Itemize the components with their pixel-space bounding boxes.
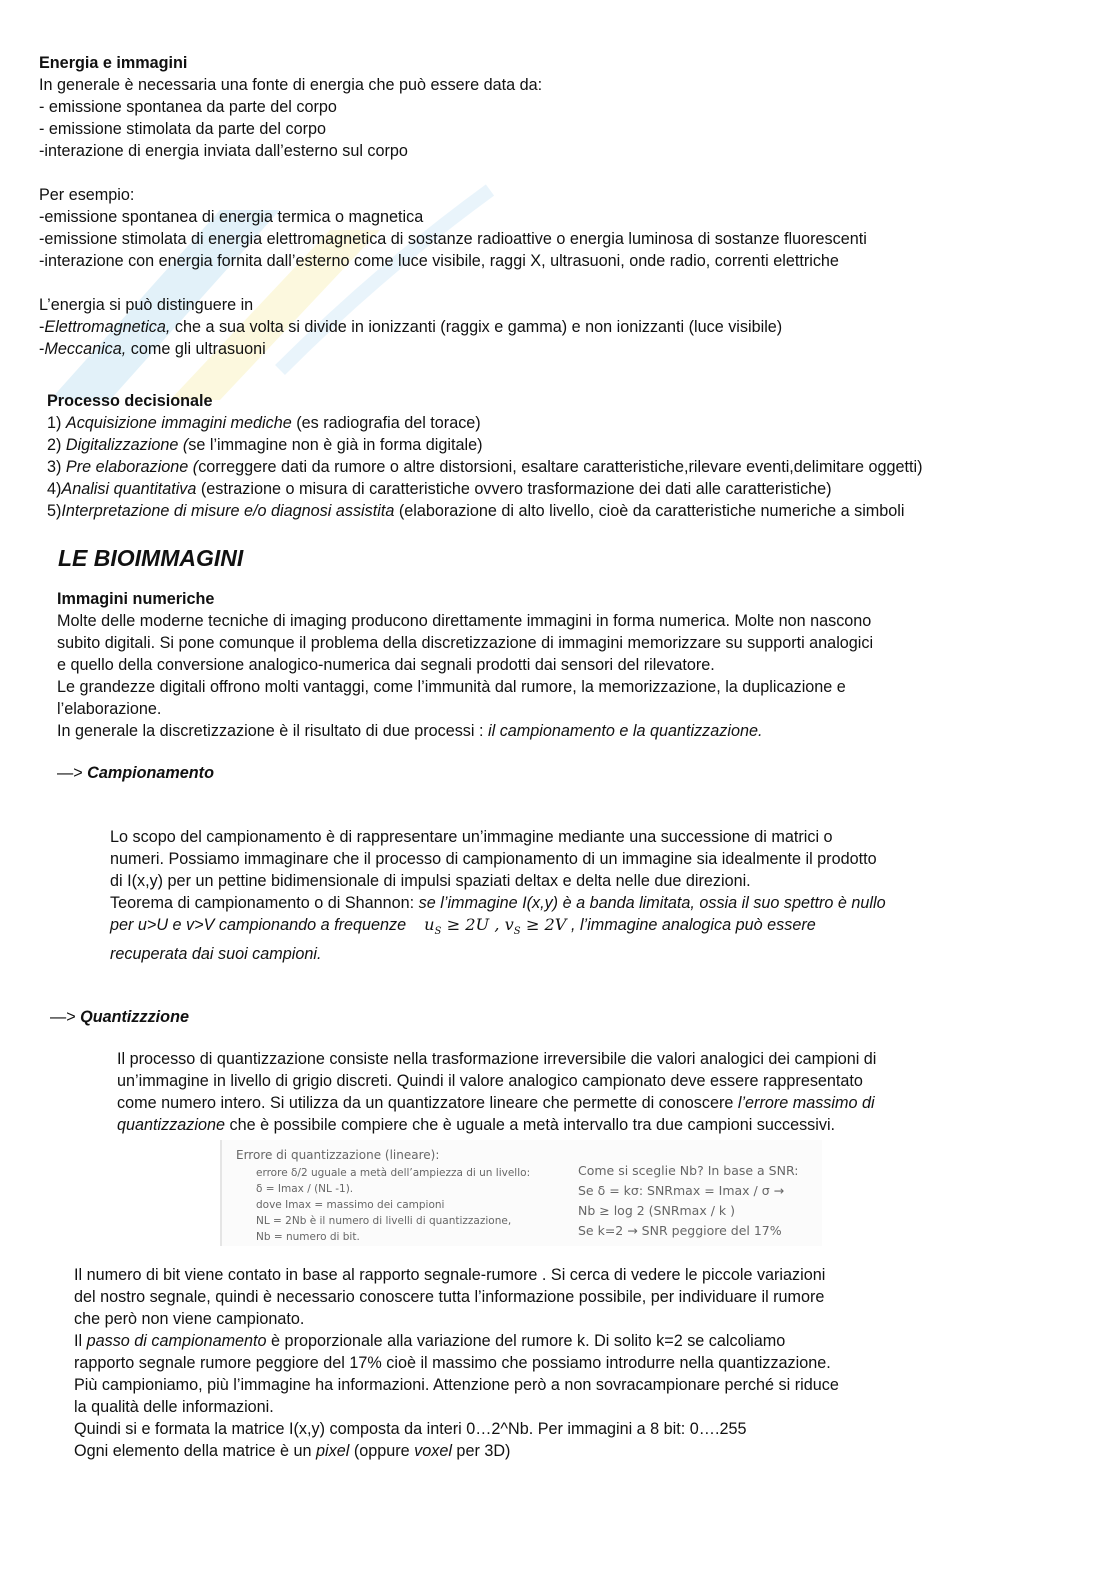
figure-line: Come si sceglie Nb? In base a SNR:	[578, 1163, 799, 1178]
energy-section	[39, 52, 867, 360]
section-title-decision: Processo decisionale	[47, 392, 213, 410]
text-line: L’energia si può distinguere in	[39, 296, 254, 314]
theorem-line: Teorema di campionamento o di Shannon: se l’immagine I(x,y) è a banda limitata, ossia il suo spettro è nullo	[110, 894, 886, 912]
subsection-title-quantizzazione: —> Quantizzzione	[50, 1008, 189, 1026]
text-line: e quello della conversione analogico-numerica dai segnali prodotti dai sensori del rilevatore.	[57, 656, 715, 674]
decision-step: 1) Acquisizione immagini mediche (es radiografia del torace)	[47, 414, 481, 432]
text-line: Il numero di bit viene contato in base al rapporto segnale-rumore . Si cerca di vedere le piccole variazioni	[74, 1266, 826, 1284]
text-line: Il processo di quantizzazione consiste nella trasformazione irreversibile die valori analogici dei campioni di	[117, 1050, 877, 1068]
figure-line: Nb ≥ log 2 (SNRmax / k )	[578, 1203, 735, 1218]
subsection-title-campionamento: —> Campionamento	[57, 764, 214, 782]
text-line: l’elaborazione.	[57, 700, 162, 718]
figure-line: errore δ/2 uguale a metà dell’ampiezza di un livello:	[256, 1167, 531, 1179]
final-section	[74, 1264, 839, 1462]
energy-type-item: -Meccanica, come gli ultrasuoni	[39, 340, 266, 358]
text-line: quantizzazione che è possibile compiere che è uguale a metà intervallo tra due campioni successivi.	[117, 1116, 836, 1134]
text-line: Ogni elemento della matrice è un pixel (oppure voxel per 3D)	[74, 1442, 511, 1460]
text-line: -interazione con energia fornita dall’esterno come luce visibile, raggi X, ultrasuoni, onde radio, correnti elettriche	[39, 252, 839, 270]
figure-line: δ = Imax / (NL -1).	[256, 1183, 354, 1195]
text-line: Il passo di campionamento è proporzionale alla variazione del rumore k. Di solito k=2 se calcoliamo	[74, 1332, 786, 1350]
text-line: del nostro segnale, quindi è necessario conoscere tutta l’informazione possibile, per individuare il rumore	[74, 1288, 825, 1306]
text-line: Per esempio:	[39, 186, 135, 204]
figure-line: Se δ = kσ: SNRmax = Imax / σ →	[578, 1183, 785, 1198]
decision-step: 5)Interpretazione di misure e/o diagnosi assistita (elaborazione di alto livello, cioè da caratteristiche numeriche a simboli	[47, 502, 905, 520]
figure-left-title: Errore di quantizzazione (lineare):	[236, 1148, 440, 1162]
text-line: come numero intero. Si utilizza da un quantizzatore lineare che permette di conoscere l’errore massimo di	[117, 1094, 875, 1112]
text-line: In generale è necessaria una fonte di energia che può essere data da:	[39, 76, 543, 94]
text-line: Quindi si e formata la matrice I(x,y) composta da interi 0…2^Nb. Per immagini a 8 bit: 0….255	[74, 1420, 747, 1438]
numeric-images-section	[57, 588, 873, 742]
text-line: Lo scopo del campionamento è di rappresentare un’immagine mediante una successione di matrici o	[110, 828, 833, 846]
text-line: - emissione spontanea da parte del corpo	[39, 98, 337, 116]
chapter-heading: LE BIOIMMAGINI	[58, 545, 244, 571]
quantization-error-figure	[220, 1140, 822, 1246]
text-line: rapporto segnale rumore peggiore del 17% cioè il massimo che possiamo introdurre nella quantizzazione.	[74, 1354, 831, 1372]
figure-line: NL = 2Nb è il numero di livelli di quantizzazione,	[256, 1215, 512, 1227]
section-title-energy: Energia e immagini	[39, 54, 188, 72]
handwritten-formula: $u_S \ge 2U$ , $v_S \ge 2V$	[424, 915, 567, 938]
text-line: -emissione spontanea di energia termica o magnetica	[39, 208, 424, 226]
figure-line: dove Imax = massimo dei campioni	[256, 1199, 445, 1211]
text-line: In generale la discretizzazione è il risultato di due processi : il campionamento e la quantizzazione.	[57, 722, 763, 740]
energy-type-item: -Elettromagnetica, che a sua volta si divide in ionizzanti (raggix e gamma) e non ionizzanti (luce visibile)	[39, 318, 783, 336]
theorem-line: per u>U e v>V campionando a frequenze $u_S \ge 2U$ , $v_S \ge 2V$ , l’immagine analogica può essere	[110, 915, 816, 938]
text-line: Le grandezze digitali offrono molti vantaggi, come l’immunità dal rumore, la memorizzazione, la duplicazione e	[57, 678, 846, 696]
theorem-line: recuperata dai suoi campioni.	[110, 945, 322, 964]
text-line: Molte delle moderne tecniche di imaging producono direttamente immagini in forma numerica. Molte non nascono	[57, 612, 872, 630]
quantizzazione-body	[117, 1048, 876, 1136]
subheading-numeric-images: Immagini numeriche	[57, 590, 215, 608]
text-line: -interazione di energia inviata dall’esterno sul corpo	[39, 142, 408, 160]
text-line: un’immagine in livello di grigio discreti. Quindi il valore analogico campionato deve essere rappresentato	[117, 1072, 863, 1090]
decision-step: 2) Digitalizzazione (se l’immagine non è già in forma digitale)	[47, 436, 483, 454]
text-line: - emissione stimolata da parte del corpo	[39, 120, 327, 138]
decision-step: 4)Analisi quantitativa (estrazione o misura di caratteristiche ovvero trasformazione dei dati alle caratteristiche)	[47, 480, 832, 498]
text-line: numeri. Possiamo immaginare che il processo di campionamento di un immagine sia idealmente il prodotto	[110, 850, 877, 868]
figure-line: Nb = numero di bit.	[256, 1231, 360, 1243]
text-line: Più campioniamo, più l’immagine ha informazioni. Attenzione però a non sovracampionare perché si riduce	[74, 1376, 839, 1394]
decision-step: 3) Pre elaborazione (correggere dati da rumore o altre distorsioni, esaltare caratteristiche,rilevare eventi,delimitare oggetti)	[47, 458, 923, 476]
text-line: -emissione stimolata di energia elettromagnetica di sostanze radioattive o energia luminosa di sostanze fluorescenti	[39, 230, 867, 248]
figure-line: Se k=2 → SNR peggiore del 17%	[578, 1223, 782, 1238]
text-line: la qualità delle informazioni.	[74, 1398, 274, 1416]
campionamento-body	[110, 826, 886, 965]
decision-process-section	[47, 390, 922, 522]
text-line: subito digitali. Si pone comunque il problema della discretizzazione di immagini memorizzare su supporti analogici	[57, 634, 874, 652]
text-line: che però non viene campionato.	[74, 1310, 305, 1328]
text-line: di I(x,y) per un pettine bidimensionale di impulsi spaziati deltax e delta nelle due direzioni.	[110, 872, 751, 890]
